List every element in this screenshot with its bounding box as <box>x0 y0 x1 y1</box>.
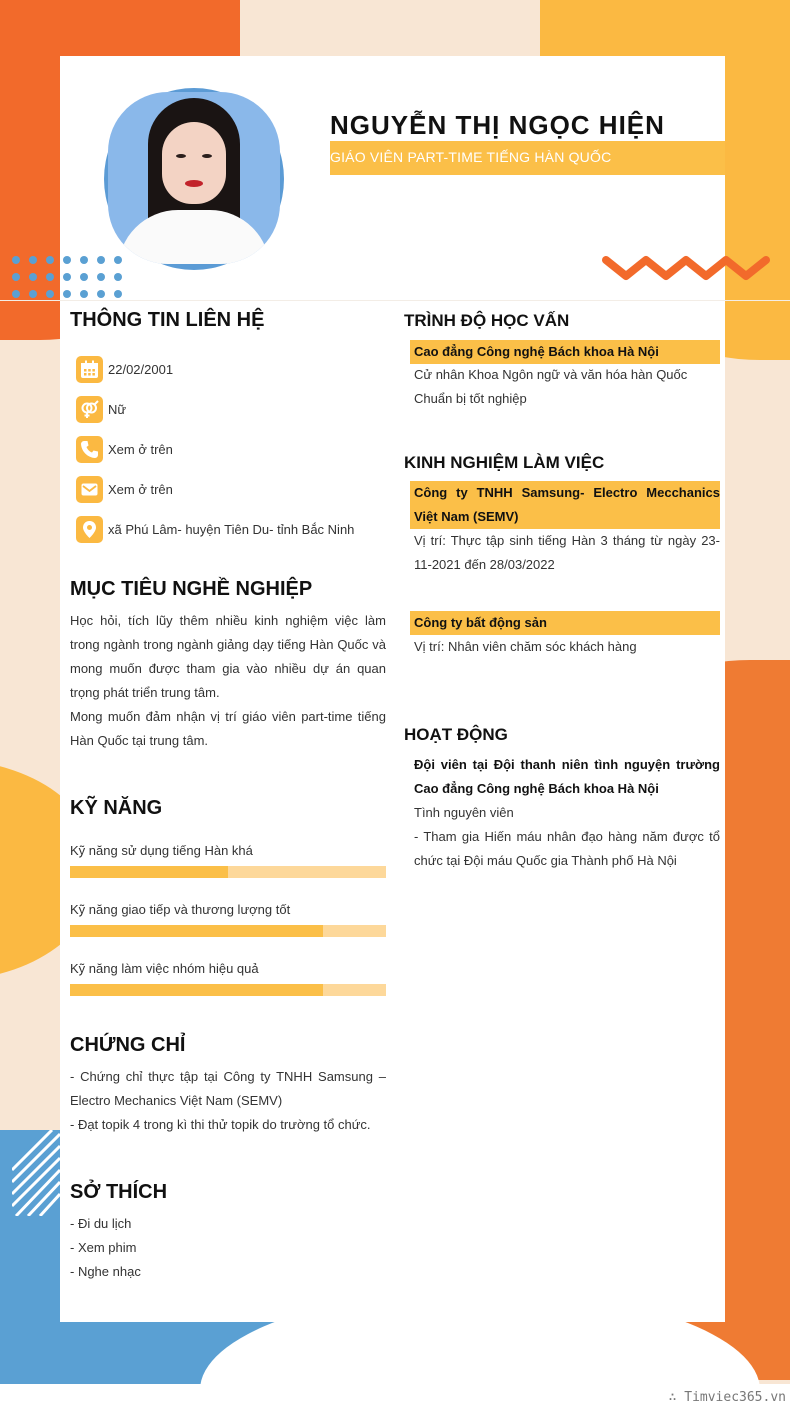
dot-grid-decor <box>12 256 132 304</box>
education-details: Cử nhân Khoa Ngôn ngữ và văn hóa hàn Quốc Chuẩn bị tốt nghiệp <box>414 367 688 406</box>
contact-phone: Xem ở trên <box>76 436 396 464</box>
job-title-bar <box>330 141 725 175</box>
list-item: - Nghe nhạc <box>70 1264 141 1279</box>
contact-gender: Nữ <box>76 396 396 424</box>
skill-label: Kỹ năng làm việc nhóm hiệu quả <box>70 961 259 976</box>
job-company: Công ty TNHH Samsung- Electro Mecchanics Việt Nam (SEMV) <box>414 485 720 524</box>
skill-bar-fill <box>70 925 323 937</box>
phone-icon <box>76 436 103 463</box>
hobbies-heading: SỞ THÍCH <box>70 1181 168 1203</box>
job-title: GIÁO VIÊN PART-TIME TIẾNG HÀN QUỐC <box>330 149 612 165</box>
calendar-icon <box>76 356 103 383</box>
watermark: ∴ Timviec365.vn <box>668 1390 786 1405</box>
skill-bar-fill <box>70 866 228 878</box>
zigzag-decor <box>600 250 775 286</box>
skill-bar <box>70 984 386 996</box>
job-description: Vị trí: Thực tập sinh tiếng Hàn 3 tháng từ ngày 23-11-2021 đến 28/03/2022 <box>414 533 720 572</box>
gender-icon <box>76 396 103 423</box>
skill-bar <box>70 925 386 937</box>
education-school: Cao đẳng Công nghệ Bách khoa Hà Nội <box>414 344 659 359</box>
list-item: - Đi du lịch <box>70 1216 132 1231</box>
skill-bar-fill <box>70 984 323 996</box>
objective-heading: MỤC TIÊU NGHỀ NGHIỆP <box>70 578 313 600</box>
skill-bar <box>70 866 386 878</box>
education-heading: TRÌNH ĐỘ HỌC VẤN <box>404 311 570 330</box>
skills-heading: KỸ NĂNG <box>70 797 163 819</box>
candidate-name: NGUYỄN THỊ NGỌC HIỆN <box>330 110 665 140</box>
job-company: Công ty bất động sản <box>414 615 547 630</box>
certificates-text: - Chứng chỉ thực tập tại Công ty TNHH Samsung – Electro Mechanics Việt Nam (SEMV) - Đạt topik 4 trong kì thi thử topik do trường tổ chức. <box>70 1069 386 1132</box>
activities-heading: HOẠT ĐỘNG <box>404 725 508 744</box>
hobbies-list <box>70 1212 386 1284</box>
activity-details: Tình nguyên viên - Tham gia Hiến máu nhân đạo hàng năm được tổ chức tại Đội máu Quốc gia Thành phố Hà Nội <box>414 805 720 868</box>
certificates-heading: CHỨNG CHỈ <box>70 1034 186 1056</box>
email-icon <box>76 476 103 503</box>
avatar <box>104 88 284 270</box>
experience-heading: KINH NGHIỆM LÀM VIỆC <box>404 453 605 472</box>
contact-dob: 22/02/2001 <box>76 356 396 384</box>
job-description: Vị trí: Nhân viên chăm sóc khách hàng <box>414 639 637 654</box>
contact-address: xã Phú Lâm- huyện Tiên Du- tỉnh Bắc Ninh <box>76 516 396 544</box>
activity-org: Đội viên tại Đội thanh niên tình nguyện trường Cao đẳng Công nghệ Bách khoa Hà Nội <box>414 757 720 796</box>
profile-photo <box>108 92 280 264</box>
contact-heading: THÔNG TIN LIÊN HỆ <box>70 309 265 331</box>
contact-email: Xem ở trên <box>76 476 396 504</box>
list-item: - Xem phim <box>70 1240 137 1255</box>
skill-label: Kỹ năng sử dụng tiếng Hàn khá <box>70 843 253 858</box>
stripes-decor <box>12 1130 60 1216</box>
location-icon <box>76 516 103 543</box>
objective-text: Học hỏi, tích lũy thêm nhiều kinh nghiệm việc làm trong ngành trong ngành giảng dạy tiếng Hàn Quốc và mong muốn được tham gia vào nhiều dự án quan trọng phát triển trung tâm. Mong muốn đảm nhận vị trí giáo viên part-time tiếng Hàn Quốc tại trung tâm. <box>70 613 386 748</box>
skill-label: Kỹ năng giao tiếp và thương lượng tốt <box>70 902 291 917</box>
